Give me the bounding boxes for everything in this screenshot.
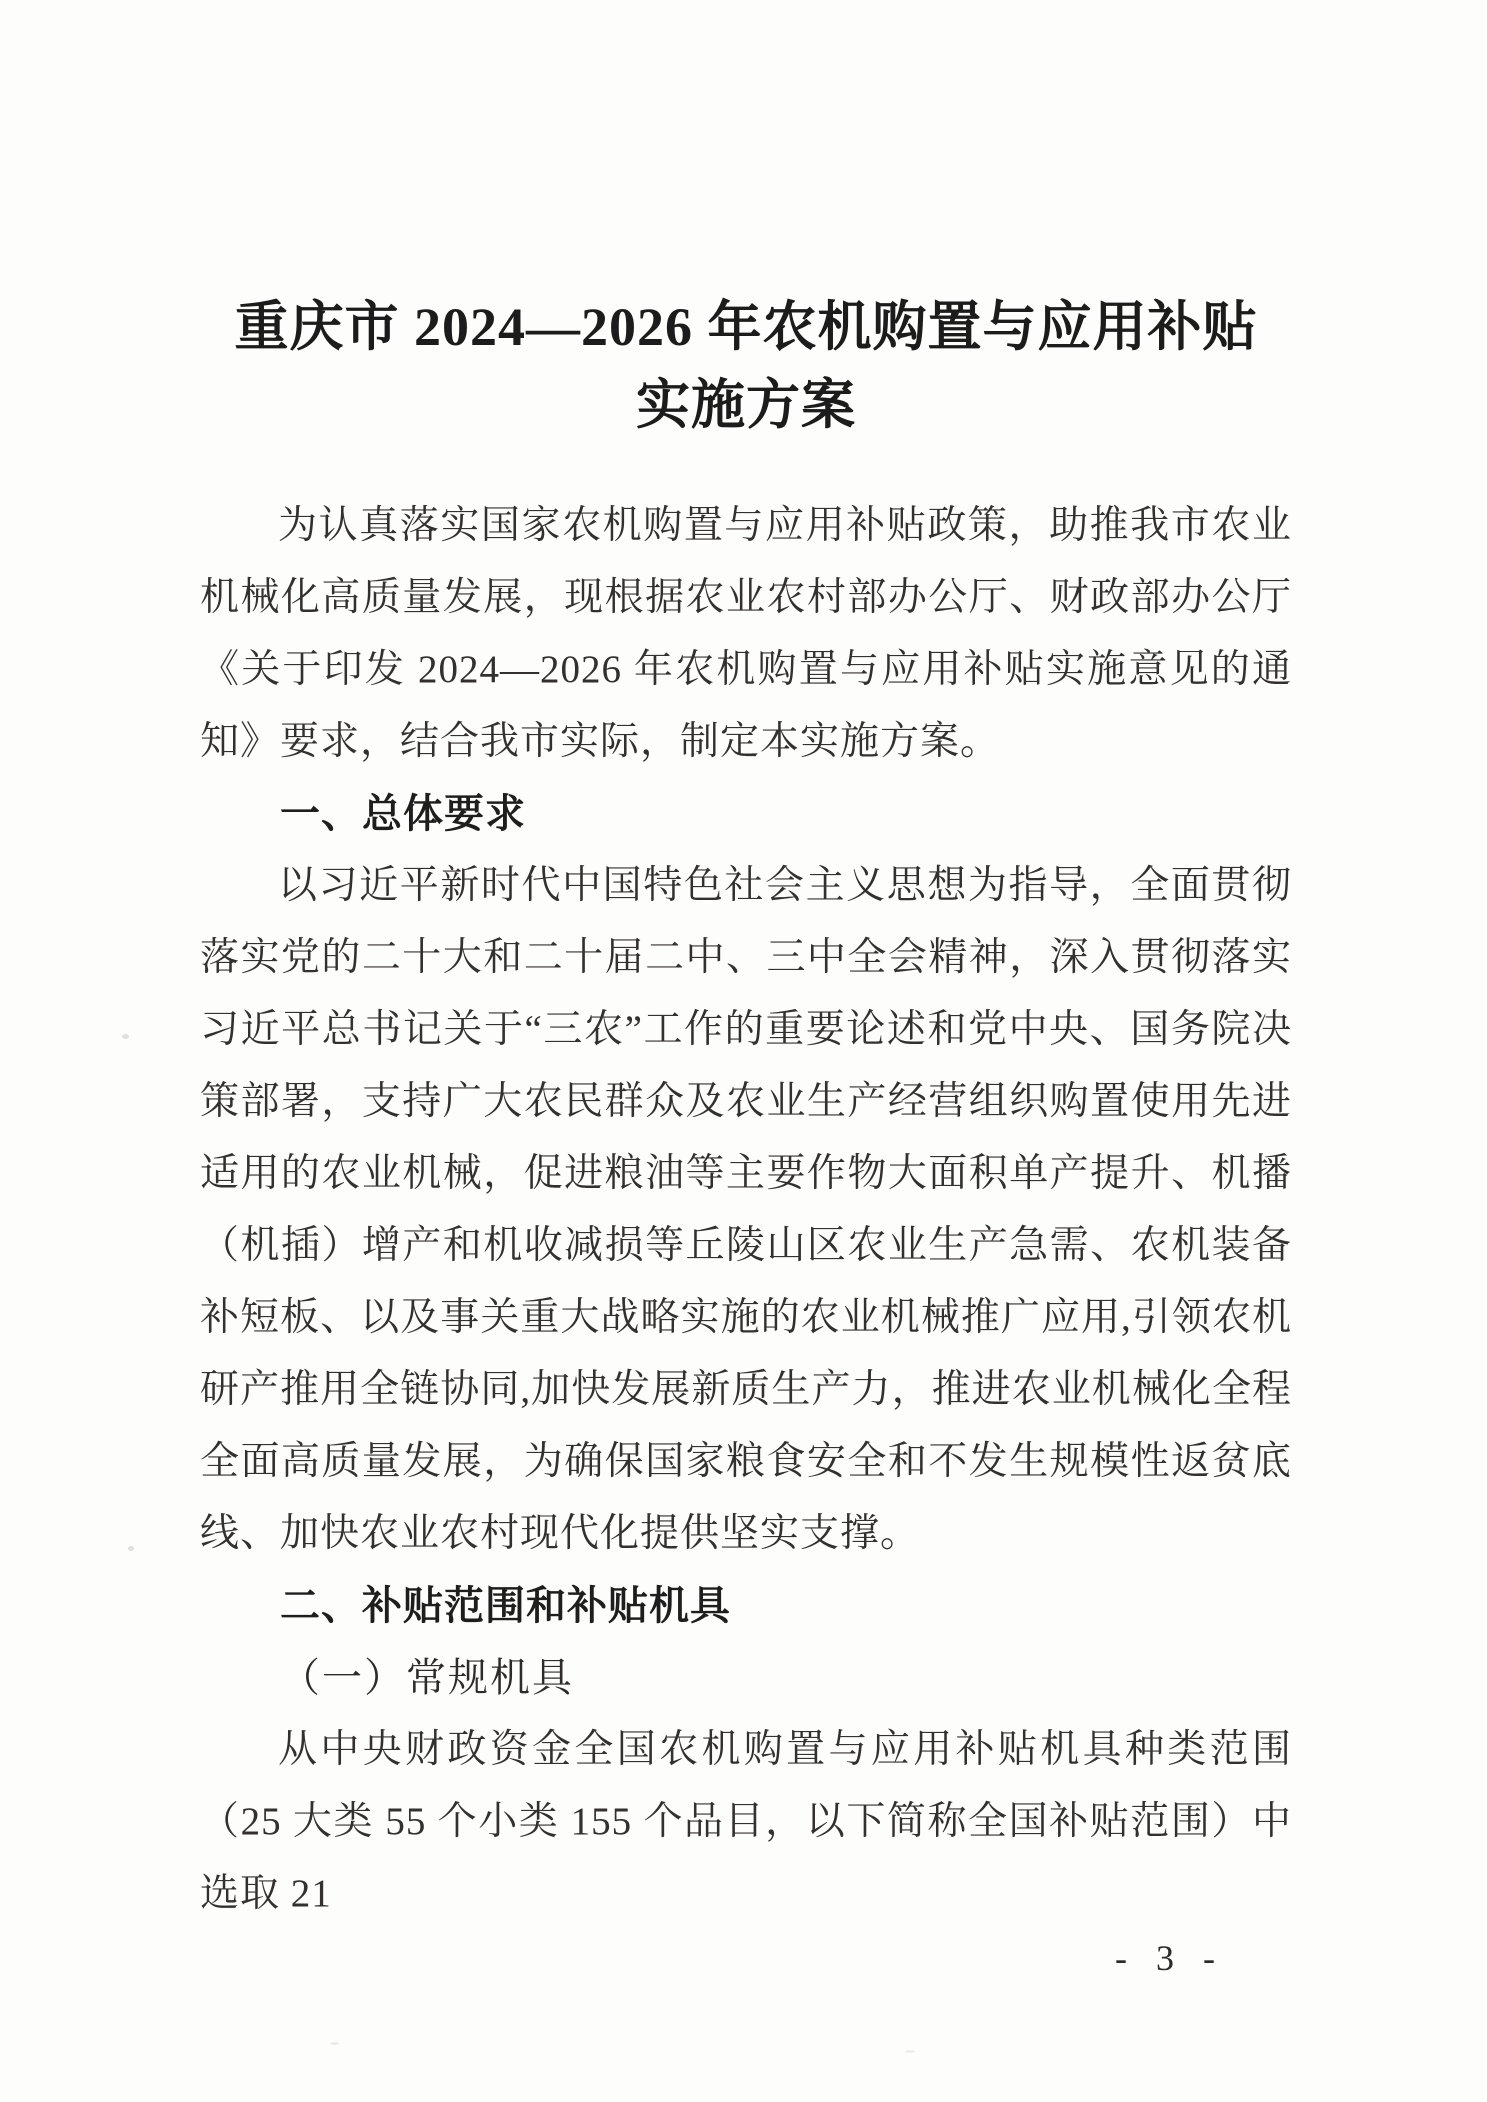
subheading-regular-machinery: （一）常规机具 <box>280 1655 574 1700</box>
heading-overall-requirements: 一、总体要求 <box>280 792 526 836</box>
document-content <box>200 288 1292 1930</box>
page-number: - 3 - <box>1115 1938 1225 1978</box>
document-title-line1: 重庆市 2024—2026 年农机购置与应用补贴 <box>234 297 1258 357</box>
document-title <box>200 288 1292 444</box>
scan-artifact <box>905 2050 915 2053</box>
paragraph-overall-requirements: 以习近平新时代中国特色社会主义思想为指导，全面贯彻落实党的二十大和二十届二中、三中全会精神，深入贯彻落实习近平总书记关于“三农”工作的重要论述和党中央、国务院决策部署，支持广大农民群众及农业生产经营组织购置使用先进适用的农业机械，促进粮油等主要作物大面积单产提升、机播（机插）增产和机收减损等丘陵山区农业生产急需、农机装备补短板、以及事关重大战略实施的农业机械推广应用,引领农机研产推用全链协同,加快发展新质生产力，推进农业机械化全程全面高质量发展，为确保国家粮食安全和不发生规模性返贫底线、加快农业农村现代化提供坚实支撑。 <box>200 864 1292 1555</box>
scan-artifact <box>330 2042 339 2045</box>
paragraph-subsidy-scope: 从中央财政资金全国农机购置与应用补贴机具种类范围（25 大类 55 个小类 155 个品目，以下简称全国补贴范围）中选取 21 <box>200 1728 1292 1915</box>
scan-artifact <box>122 1034 129 1039</box>
scan-artifact <box>128 1546 134 1551</box>
paragraph-intro: 为认真落实国家农机购置与应用补贴政策，助推我市农业机械化高质量发展，现根据农业农村部办公厅、财政部办公厅《关于印发 2024—2026 年农机购置与应用补贴实施意见的通知》要求，结合我市实际，制定本实施方案。 <box>200 504 1292 763</box>
document-title-line2: 实施方案 <box>636 375 856 435</box>
heading-subsidy-scope-and-machines: 二、补贴范围和补贴机具 <box>280 1584 731 1628</box>
